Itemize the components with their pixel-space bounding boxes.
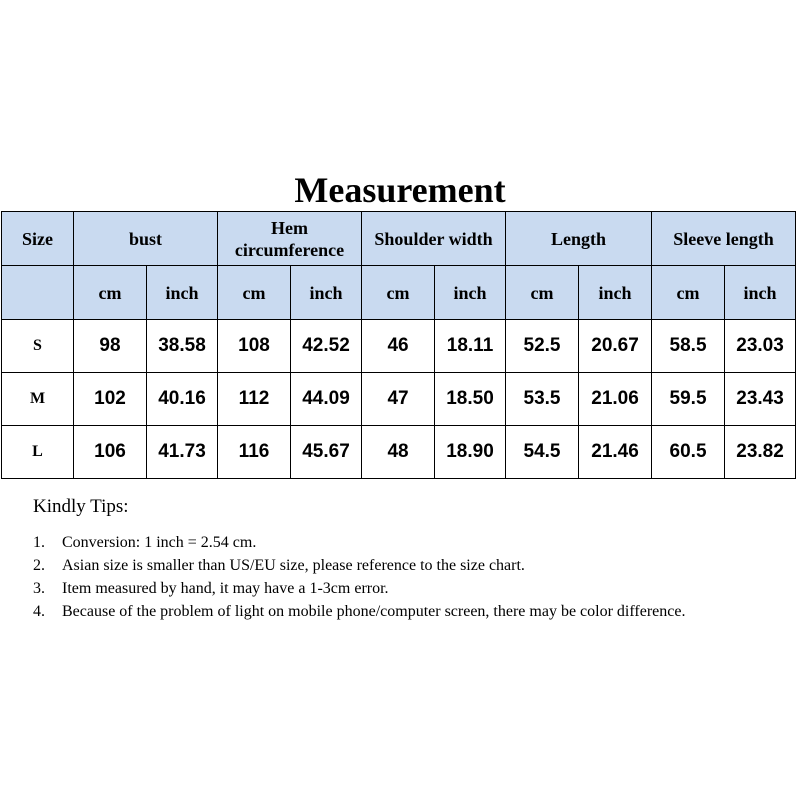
table-cell: 38.58 (147, 320, 218, 373)
table-cell: 23.03 (725, 320, 796, 373)
unit-header-cm: cm (652, 266, 725, 320)
table-cell: 44.09 (291, 373, 362, 426)
size-label: L (2, 426, 74, 479)
header-row-units (2, 266, 800, 320)
unit-header-inch: inch (147, 266, 218, 320)
list-item-text: Asian size is smaller than US/EU size, please reference to the size chart. (62, 557, 525, 574)
group-header-hem: Hem circumference (218, 212, 362, 266)
size-label: M (2, 373, 74, 426)
table-cell: 45.67 (291, 426, 362, 479)
size-label: S (2, 320, 74, 373)
table-cell: 48 (362, 426, 435, 479)
list-item-number: 1. (33, 534, 45, 551)
list-item-text: Because of the problem of light on mobile phone/computer screen, there may be color difference. (62, 603, 686, 620)
table-cell: 41.73 (147, 426, 218, 479)
tips-list (33, 531, 733, 623)
table-cell: 23.43 (725, 373, 796, 426)
unit-header-inch: inch (435, 266, 506, 320)
list-item-text: Conversion: 1 inch = 2.54 cm. (62, 534, 257, 551)
table-cell: 23.82 (725, 426, 796, 479)
table-cell: 42.52 (291, 320, 362, 373)
table-cell: 21.06 (579, 373, 652, 426)
table-cell: 52.5 (506, 320, 579, 373)
table-cell: 21.46 (579, 426, 652, 479)
table-cell: 58.5 (652, 320, 725, 373)
list-item-number: 4. (33, 603, 45, 620)
unit-header-cm: cm (506, 266, 579, 320)
table-cell: 59.5 (652, 373, 725, 426)
header-row-groups (2, 212, 800, 266)
page-title: Measurement (294, 170, 506, 210)
table-cell: 106 (74, 426, 147, 479)
list-item (33, 577, 733, 600)
group-header-shoulder: Shoulder width (362, 212, 506, 266)
group-header-bust: bust (74, 212, 218, 266)
size-header-blank (2, 266, 74, 320)
list-item-text: Item measured by hand, it may have a 1-3cm error. (62, 580, 389, 597)
list-item-number: 2. (33, 557, 45, 574)
tips-heading: Kindly Tips: (33, 496, 129, 517)
table-cell: 53.5 (506, 373, 579, 426)
table-cell: 54.5 (506, 426, 579, 479)
size-header: Size (2, 212, 74, 266)
unit-header-cm: cm (218, 266, 291, 320)
table-cell: 60.5 (652, 426, 725, 479)
table-cell: 98 (74, 320, 147, 373)
table-cell: 102 (74, 373, 147, 426)
table-cell: 18.11 (435, 320, 506, 373)
table-cell: 108 (218, 320, 291, 373)
list-item-number: 3. (33, 580, 45, 597)
table-cell: 46 (362, 320, 435, 373)
group-header-length: Length (506, 212, 652, 266)
unit-header-inch: inch (579, 266, 652, 320)
list-item (33, 531, 733, 554)
table-cell: 112 (218, 373, 291, 426)
table-row (2, 373, 800, 426)
table-cell: 18.90 (435, 426, 506, 479)
table-cell: 47 (362, 373, 435, 426)
table-row (2, 426, 800, 479)
unit-header-cm: cm (74, 266, 147, 320)
unit-header-cm: cm (362, 266, 435, 320)
table-cell: 18.50 (435, 373, 506, 426)
unit-header-inch: inch (291, 266, 362, 320)
table-cell: 20.67 (579, 320, 652, 373)
list-item (33, 554, 733, 577)
list-item (33, 600, 733, 623)
size-chart-table (1, 211, 800, 479)
table-cell: 40.16 (147, 373, 218, 426)
table-cell: 116 (218, 426, 291, 479)
table-row (2, 320, 800, 373)
group-header-sleeve: Sleeve length (652, 212, 796, 266)
unit-header-inch: inch (725, 266, 796, 320)
